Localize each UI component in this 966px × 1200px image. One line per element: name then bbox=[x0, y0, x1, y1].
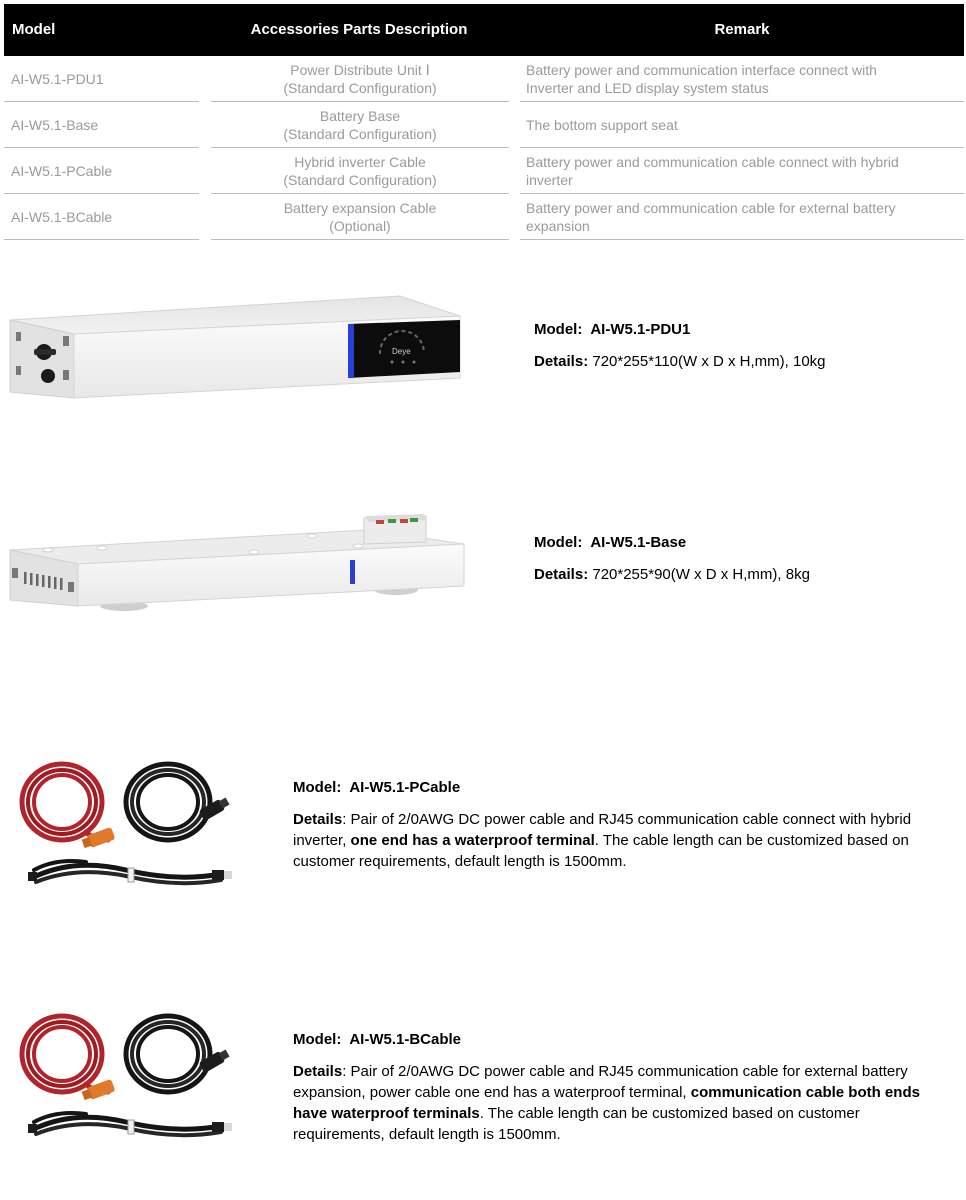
pcable-image bbox=[16, 758, 242, 900]
remark-line: Inverter and LED display system status bbox=[526, 79, 769, 96]
details-label: Details: bbox=[534, 353, 589, 370]
bcable-details bbox=[293, 1061, 933, 1145]
cell-description bbox=[211, 148, 509, 194]
cell-model: AI-W5.1-PDU1 bbox=[4, 56, 199, 102]
details-label: Details bbox=[293, 811, 343, 828]
details-label: Details: bbox=[534, 566, 589, 583]
desc-line: (Standard Configuration) bbox=[283, 79, 437, 96]
header-description: Accessories Parts Description bbox=[250, 21, 468, 38]
model-value: AI-W5.1-PCable bbox=[349, 779, 461, 796]
pdu-details bbox=[534, 351, 954, 372]
details-text: : Pair of 2/0AWG DC power cable and RJ45 communication cable connect with hybrid inverter, bbox=[293, 811, 912, 849]
table-row bbox=[4, 102, 964, 148]
base-image bbox=[8, 512, 470, 614]
bcable-info bbox=[293, 1029, 933, 1145]
pdu-brand-label: Deye bbox=[392, 347, 411, 356]
desc-line: Battery expansion Cable bbox=[283, 199, 437, 216]
bcable-image bbox=[16, 1010, 242, 1152]
pcable-details bbox=[293, 809, 933, 872]
desc-line: Battery Base bbox=[319, 107, 401, 124]
header-remark: Remark bbox=[714, 21, 770, 38]
remark-line: inverter bbox=[526, 171, 573, 188]
base-details bbox=[534, 564, 954, 585]
cell-remark bbox=[520, 102, 964, 148]
details-text: . The cable length can be customized based on customer requirements, default length is 1500mm. bbox=[293, 832, 909, 870]
remark-line: expansion bbox=[526, 217, 590, 234]
cell-remark bbox=[520, 56, 964, 102]
header-model: Model bbox=[12, 21, 56, 38]
details-text: 720*255*110(W x D x H,mm), 10kg bbox=[588, 353, 826, 370]
desc-line: Power Distribute Unit Ⅰ bbox=[290, 61, 430, 78]
cell-model: AI-W5.1-PCable bbox=[4, 148, 199, 194]
remark-line: Battery power and communication cable connect with hybrid bbox=[526, 153, 899, 170]
model-label: Model: bbox=[534, 321, 583, 338]
desc-line: (Standard Configuration) bbox=[283, 125, 437, 142]
desc-line: Hybrid inverter Cable bbox=[294, 153, 426, 170]
base-info bbox=[534, 532, 954, 585]
pdu-info bbox=[534, 319, 954, 372]
cell-description bbox=[211, 102, 509, 148]
remark-line: Battery power and communication cable for external battery bbox=[526, 199, 896, 216]
base-model bbox=[534, 532, 954, 553]
cell-description bbox=[211, 56, 509, 102]
model-value: AI-W5.1-BCable bbox=[349, 1031, 462, 1048]
pdu-model bbox=[534, 319, 954, 340]
table-row bbox=[4, 194, 964, 240]
table-row bbox=[4, 148, 964, 194]
remark-line: Battery power and communication interface connect with bbox=[526, 61, 877, 78]
cell-model: AI-W5.1-Base bbox=[4, 102, 199, 148]
cell-description bbox=[211, 194, 509, 240]
model-label: Model: bbox=[293, 1031, 342, 1048]
pcable-info bbox=[293, 777, 933, 872]
pcable-model bbox=[293, 777, 933, 798]
table-row bbox=[4, 56, 964, 102]
remark-line: The bottom support seat bbox=[526, 116, 678, 133]
desc-line: (Optional) bbox=[329, 217, 391, 234]
cell-model: AI-W5.1-BCable bbox=[4, 194, 199, 240]
pdu-image bbox=[8, 294, 468, 404]
details-text: . The cable length can be customized based on customer requirements, default length is 1500mm. bbox=[293, 1105, 860, 1143]
model-label: Model: bbox=[293, 779, 342, 796]
model-label: Model: bbox=[534, 534, 583, 551]
model-value: AI-W5.1-PDU1 bbox=[590, 321, 691, 338]
details-text: 720*255*90(W x D x H,mm), 8kg bbox=[588, 566, 810, 583]
details-label: Details bbox=[293, 1063, 343, 1080]
details-emphasis: communication cable both ends have waterproof terminals bbox=[293, 1084, 920, 1122]
table-header bbox=[4, 4, 964, 56]
bcable-model bbox=[293, 1029, 933, 1050]
model-value: AI-W5.1-Base bbox=[590, 534, 687, 551]
details-text: : Pair of 2/0AWG DC power cable and RJ45 communication cable for external battery expansion, power cable one end has a waterproof terminal, bbox=[293, 1063, 908, 1101]
desc-line: (Standard Configuration) bbox=[283, 171, 437, 188]
details-emphasis: one end has a waterproof terminal bbox=[350, 832, 595, 849]
cell-remark bbox=[520, 148, 964, 194]
cell-remark bbox=[520, 194, 964, 240]
